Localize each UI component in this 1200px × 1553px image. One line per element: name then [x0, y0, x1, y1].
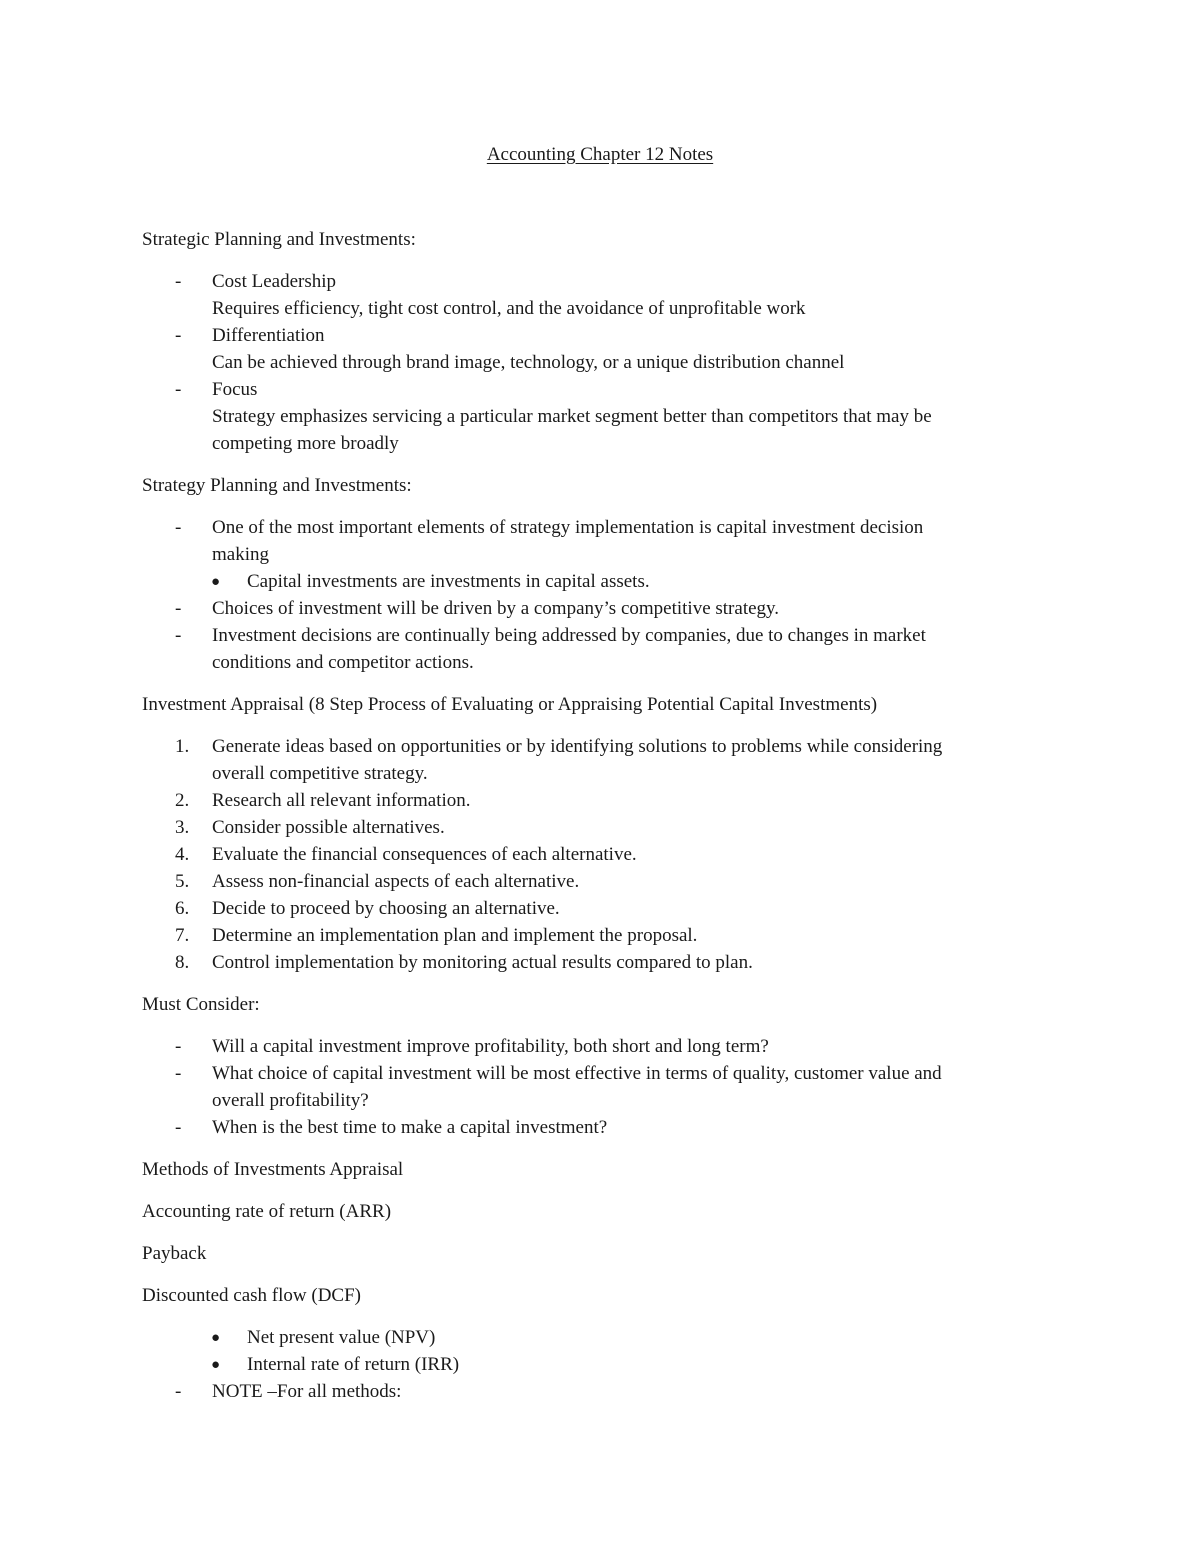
document-title: Accounting Chapter 12 Notes [486, 144, 714, 165]
step-number: 2. [175, 790, 190, 811]
dash-marker: - [175, 1381, 182, 1402]
sub-list-item: Capital investments are investments in capital assets. [247, 571, 650, 592]
list-item-desc: Requires efficiency, tight cost control, and the avoidance of unprofitable work [212, 298, 806, 319]
section-heading-methods: Methods of Investments Appraisal [142, 1159, 404, 1180]
dash-marker: - [175, 271, 182, 292]
section-heading-consider: Must Consider: [142, 994, 260, 1015]
step-text: overall competitive strategy. [212, 763, 428, 784]
sub-list-item: Net present value (NPV) [247, 1327, 436, 1348]
bullet-marker: ● [211, 1357, 221, 1373]
section-heading-appraisal: Investment Appraisal (8 Step Process of Evaluating or Appraising Potential Capital Investments) [142, 694, 878, 715]
step-text: Determine an implementation plan and implement the proposal. [212, 925, 698, 946]
section-heading-strategy: Strategy Planning and Investments: [142, 475, 412, 496]
list-item-text: One of the most important elements of strategy implementation is capital investment decision [212, 517, 924, 538]
list-item-text: making [212, 544, 269, 565]
list-item-text: conditions and competitor actions. [212, 652, 474, 673]
bullet-marker: ● [211, 574, 221, 590]
step-text: Generate ideas based on opportunities or by identifying solutions to problems while considering [212, 736, 943, 757]
method-dcf: Discounted cash flow (DCF) [142, 1285, 361, 1306]
dash-marker: - [175, 1117, 182, 1138]
step-text: Consider possible alternatives. [212, 817, 445, 838]
dash-marker: - [175, 598, 182, 619]
bullet-marker: ● [211, 1330, 221, 1346]
list-item-text: Investment decisions are continually being addressed by companies, due to changes in market [212, 625, 926, 646]
list-item-title: Cost Leadership [212, 271, 337, 292]
step-text: Assess non-financial aspects of each alternative. [212, 871, 580, 892]
list-item-title: Differentiation [212, 325, 325, 346]
dash-marker: - [175, 1063, 182, 1084]
step-text: Control implementation by monitoring actual results compared to plan. [212, 952, 753, 973]
list-item-text: Choices of investment will be driven by a company’s competitive strategy. [212, 598, 780, 619]
step-text: Evaluate the financial consequences of each alternative. [212, 844, 637, 865]
list-item-title: Focus [212, 379, 258, 400]
section-heading-strategic: Strategic Planning and Investments: [142, 229, 416, 250]
list-item-text: What choice of capital investment will be most effective in terms of quality, customer value and [212, 1063, 942, 1084]
dash-marker: - [175, 1036, 182, 1057]
list-item-desc: competing more broadly [212, 433, 399, 454]
list-item-text: overall profitability? [212, 1090, 369, 1111]
list-item-text: Will a capital investment improve profitability, both short and long term? [212, 1036, 769, 1057]
dash-marker: - [175, 517, 182, 538]
note-text: NOTE –For all methods: [212, 1381, 402, 1402]
sub-list-item: Internal rate of return (IRR) [247, 1354, 460, 1375]
step-text: Decide to proceed by choosing an alternative. [212, 898, 560, 919]
list-item-desc: Strategy emphasizes servicing a particular market segment better than competitors that may be [212, 406, 932, 427]
list-item-text: When is the best time to make a capital investment? [212, 1117, 608, 1138]
step-text: Research all relevant information. [212, 790, 471, 811]
step-number: 7. [175, 925, 190, 946]
dash-marker: - [175, 625, 182, 646]
list-item-desc: Can be achieved through brand image, technology, or a unique distribution channel [212, 352, 845, 373]
step-number: 5. [175, 871, 190, 892]
step-number: 6. [175, 898, 190, 919]
step-number: 1. [175, 736, 190, 757]
method-payback: Payback [142, 1243, 207, 1264]
dash-marker: - [175, 325, 182, 346]
dash-marker: - [175, 379, 182, 400]
method-arr: Accounting rate of return (ARR) [142, 1201, 392, 1222]
step-number: 4. [175, 844, 190, 865]
step-number: 8. [175, 952, 190, 973]
step-number: 3. [175, 817, 190, 838]
